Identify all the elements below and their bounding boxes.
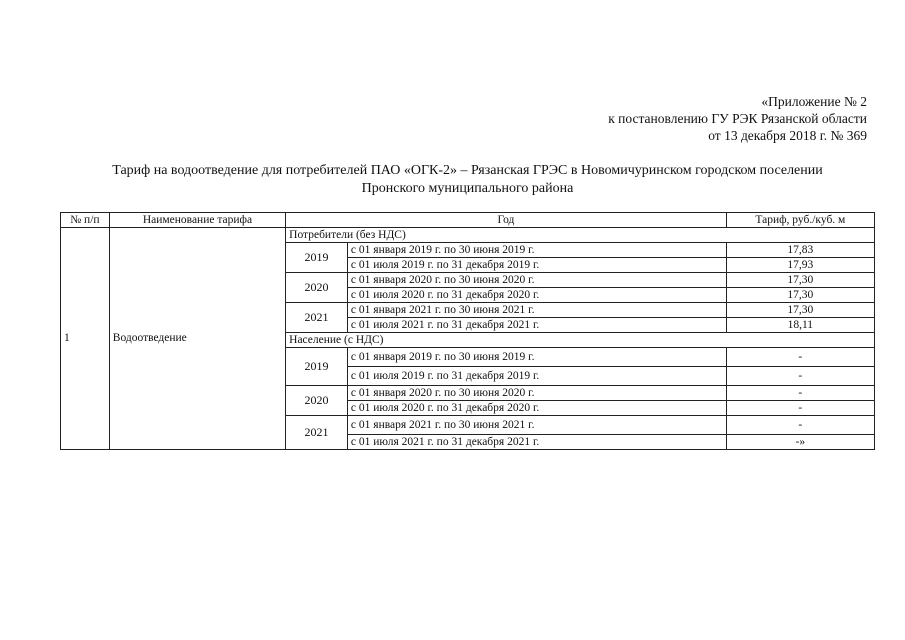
tariff-value: - [726, 416, 874, 435]
period-cell: с 01 января 2021 г. по 30 июня 2021 г. [347, 416, 726, 435]
group-label: Потребители (без НДС) [286, 228, 875, 243]
row-number: 1 [61, 228, 110, 450]
year-cell: 2020 [286, 386, 348, 416]
period-cell: с 01 января 2021 г. по 30 июня 2021 г. [347, 303, 726, 318]
tariff-value: 17,83 [726, 243, 874, 258]
table-header-row [61, 213, 875, 228]
appendix-line-2: к постановлению ГУ РЭК Рязанской области [608, 111, 867, 126]
year-cell: 2021 [286, 416, 348, 450]
tariff-value: - [726, 401, 874, 416]
period-cell: с 01 июля 2021 г. по 31 декабря 2021 г. [347, 435, 726, 450]
document-title-line-1: Тариф на водоотведение для потребителей ПАО «ОГК-2» – Рязанская ГРЭС в Новомичуринском городском поселении [112, 163, 823, 178]
appendix-line-3: от 13 декабря 2018 г. № 369 [708, 128, 867, 143]
tariff-value: 17,30 [726, 288, 874, 303]
appendix-line-1: «Приложение № 2 [761, 94, 867, 109]
group-row-consumers [61, 228, 875, 243]
period-cell: с 01 июля 2019 г. по 31 декабря 2019 г. [347, 258, 726, 273]
tariff-value: -» [726, 435, 874, 450]
group-label: Население (с НДС) [286, 333, 875, 348]
period-cell: с 01 июля 2019 г. по 31 декабря 2019 г. [347, 367, 726, 386]
period-cell: с 01 июля 2020 г. по 31 декабря 2020 г. [347, 401, 726, 416]
header-name: Наименование тарифа [109, 213, 285, 228]
tariff-table [60, 212, 875, 450]
period-cell: с 01 января 2019 г. по 30 июня 2019 г. [347, 243, 726, 258]
period-cell: с 01 января 2020 г. по 30 июня 2020 г. [347, 273, 726, 288]
period-cell: с 01 января 2019 г. по 30 июня 2019 г. [347, 348, 726, 367]
header-year: Год [286, 213, 727, 228]
tariff-value: 17,30 [726, 273, 874, 288]
tariff-value: 17,30 [726, 303, 874, 318]
tariff-value: 17,93 [726, 258, 874, 273]
period-cell: с 01 января 2020 г. по 30 июня 2020 г. [347, 386, 726, 401]
year-cell: 2019 [286, 243, 348, 273]
year-cell: 2020 [286, 273, 348, 303]
period-cell: с 01 июля 2020 г. по 31 декабря 2020 г. [347, 288, 726, 303]
tariff-value: 18,11 [726, 318, 874, 333]
year-cell: 2019 [286, 348, 348, 386]
appendix-header [608, 93, 867, 144]
header-num: № п/п [61, 213, 110, 228]
document-title-line-2: Пронского муниципального района [361, 181, 574, 196]
tariff-value: - [726, 367, 874, 386]
row-tariff-name: Водоотведение [109, 228, 285, 450]
tariff-value: - [726, 348, 874, 367]
document-title [60, 162, 875, 198]
year-cell: 2021 [286, 303, 348, 333]
header-tariff: Тариф, руб./куб. м [726, 213, 874, 228]
period-cell: с 01 июля 2021 г. по 31 декабря 2021 г. [347, 318, 726, 333]
tariff-value: - [726, 386, 874, 401]
